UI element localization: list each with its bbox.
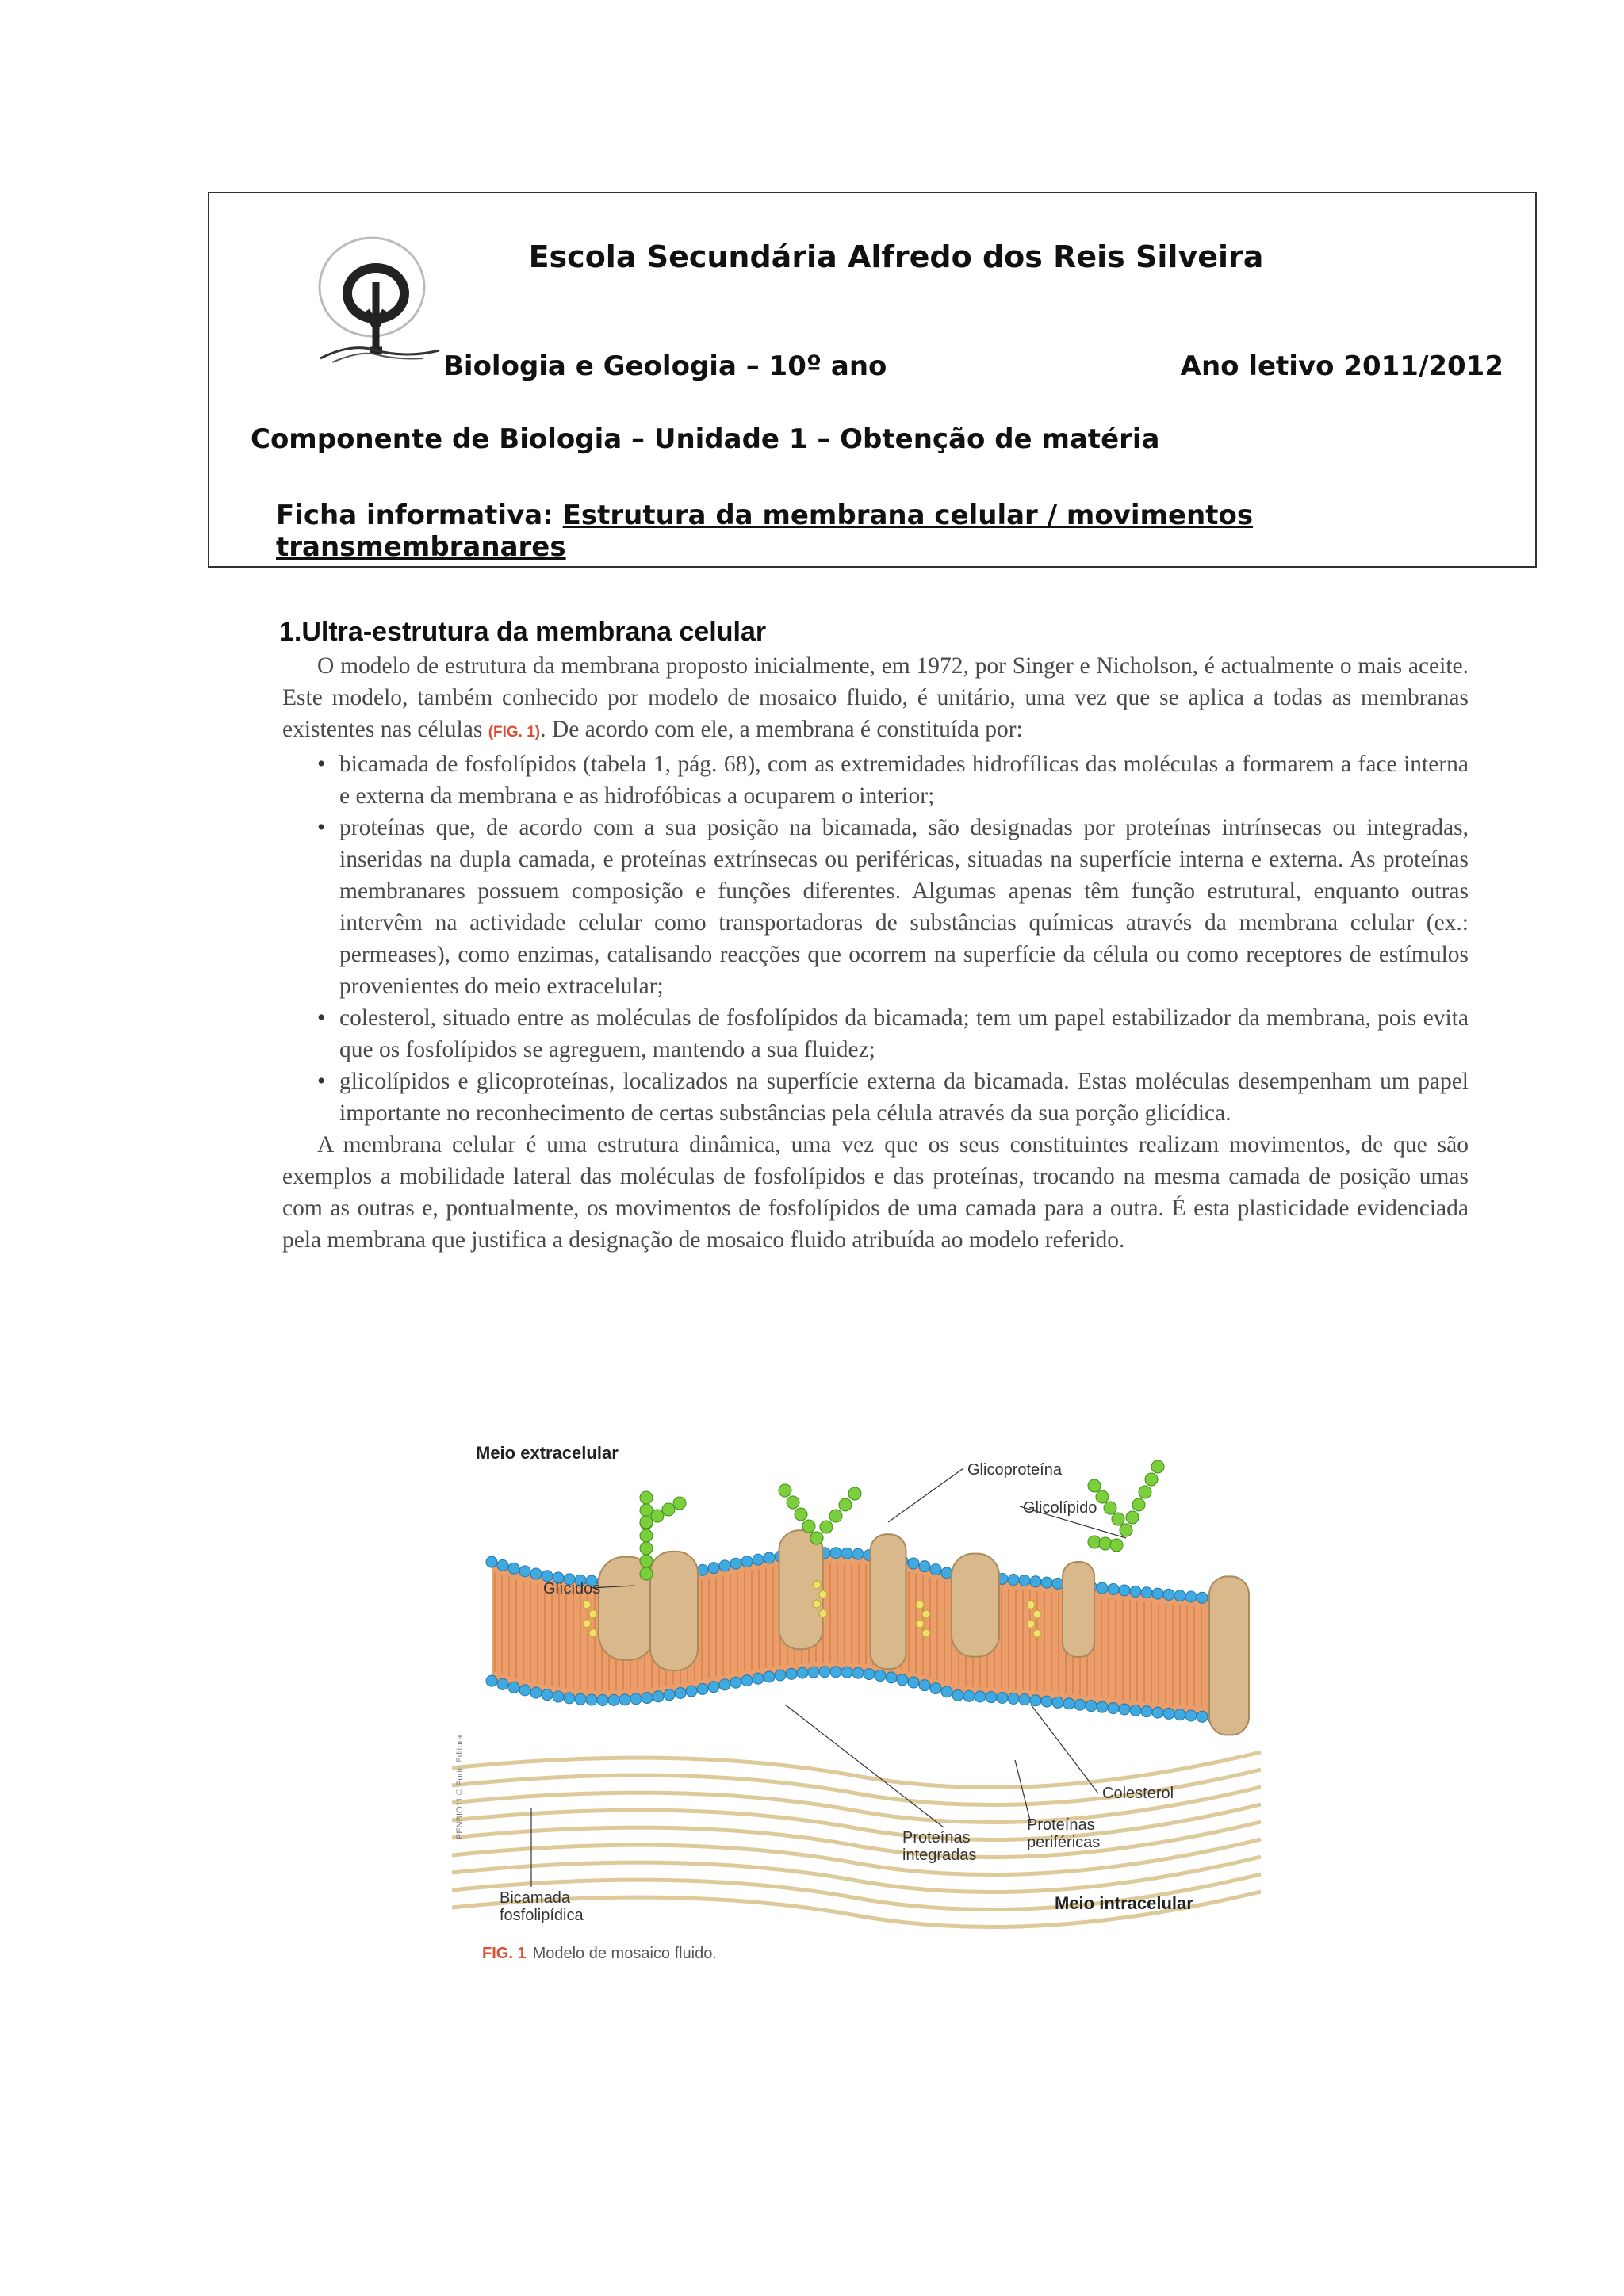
cholesterol-molecule <box>916 1601 924 1609</box>
label-integral-proteins-2: integradas <box>902 1846 977 1864</box>
head <box>730 1558 741 1569</box>
leader-line <box>785 1705 944 1827</box>
head <box>764 1671 775 1682</box>
protein <box>650 1552 698 1670</box>
head <box>697 1683 708 1694</box>
label-intracellular: Meio intracelular <box>1055 1893 1193 1913</box>
head <box>553 1691 564 1702</box>
head <box>719 1679 730 1690</box>
cholesterol-molecule <box>813 1600 821 1608</box>
head <box>941 1567 952 1578</box>
list-item: • bicamada de fosfolípidos (tabela 1, pág. 68), com as extremidades hidrofílicas das moléculas a formarem a face interna e externa da membrana e as hidrofóbicas a ocuparem o interior; <box>317 748 1469 812</box>
head <box>586 1694 597 1705</box>
head <box>764 1552 775 1563</box>
label-glycolipid: Glicolípido <box>1023 1499 1097 1517</box>
head <box>841 1667 852 1678</box>
head <box>875 1670 886 1682</box>
head <box>1152 1588 1163 1599</box>
label-peripheral-proteins-2: periféricas <box>1027 1834 1101 1851</box>
head <box>975 1691 986 1702</box>
cholesterol-molecule <box>922 1629 930 1637</box>
figure-caption <box>482 1945 717 1963</box>
head <box>564 1693 575 1704</box>
head <box>897 1674 908 1686</box>
cholesterol-molecule <box>1033 1629 1041 1637</box>
head <box>708 1563 719 1574</box>
caption-text: Modelo de mosaico fluido. <box>532 1945 717 1962</box>
sugar-unit <box>640 1567 653 1580</box>
sugar-unit <box>820 1521 833 1533</box>
head <box>1108 1584 1119 1595</box>
protein <box>952 1554 999 1657</box>
sugar-unit <box>673 1497 686 1510</box>
label-cholesterol: Colesterol <box>1102 1785 1174 1802</box>
head <box>1141 1587 1152 1598</box>
sugar-unit <box>1099 1537 1112 1550</box>
head <box>1019 1575 1030 1586</box>
list-item: • glicolípidos e glicoproteínas, localizados na superfície externa da bicamada. Estas moléculas desempenham um papel importante no reconhecimento de certas substâncias pela célula através da sua porção glicídica. <box>317 1066 1469 1129</box>
header-box <box>208 192 1537 568</box>
head <box>497 1678 508 1689</box>
head <box>597 1694 608 1705</box>
head <box>619 1694 630 1705</box>
sugar-unit <box>1096 1490 1109 1503</box>
section-title: 1.Ultra-estrutura da membrana celular <box>279 617 767 647</box>
school-year: Ano letivo 2011/2012 <box>1180 350 1503 382</box>
head <box>608 1694 619 1705</box>
head <box>642 1693 653 1704</box>
head <box>908 1558 919 1569</box>
figure-reference: (FIG. 1) <box>488 724 541 740</box>
head <box>1185 1710 1197 1721</box>
head <box>686 1686 697 1697</box>
head <box>741 1675 753 1686</box>
fluid-mosaic-diagram <box>444 1427 1269 1966</box>
sugar-unit <box>1110 1539 1123 1552</box>
head <box>519 1685 530 1696</box>
label-glycoprotein: Glicoproteína <box>967 1461 1062 1479</box>
head <box>1174 1590 1185 1601</box>
ficha-line <box>276 499 1535 563</box>
head <box>719 1560 730 1571</box>
head <box>1030 1695 1041 1706</box>
head <box>963 1690 975 1701</box>
head <box>786 1668 797 1679</box>
sugar-unit <box>640 1529 653 1542</box>
head <box>530 1687 542 1698</box>
label-bilayer-2: fosfolipídica <box>500 1907 584 1924</box>
head <box>775 1670 786 1681</box>
caption-fig-number: FIG. 1 <box>482 1945 527 1962</box>
head <box>630 1693 642 1705</box>
head <box>486 1556 497 1567</box>
sugar-unit <box>787 1496 799 1509</box>
protein <box>779 1530 823 1649</box>
head <box>1130 1705 1141 1716</box>
sugar-unit <box>848 1487 861 1500</box>
head <box>1130 1586 1141 1597</box>
sugar-unit <box>1151 1460 1164 1473</box>
head <box>864 1669 875 1680</box>
sugar-unit <box>1126 1511 1139 1524</box>
head <box>1019 1694 1030 1705</box>
list-item: • proteínas que, de acordo com a sua posição na bicamada, são designadas por proteínas intrínsecas ou integradas, inseridas na dupla camada, e proteínas extrínsecas ou periféricas, situadas na superfície interna e externa. As proteínas membranares possuem composição e funções diferentes. Algumas apenas têm função estrutural, enquanto outras intervêm na actividade celular como transportadoras de substâncias químicas através da membrana celular (ex.: permeases), como enzimas, catalisando reacções que ocorrem na superfície da célula ou como receptores de estímulos provenientes do meio extracelular; <box>317 812 1469 1002</box>
ficha-title: Estrutura da membrana celular / movimentos transmembranares <box>276 499 1254 563</box>
head <box>941 1686 952 1697</box>
closing-paragraph: A membrana celular é uma estrutura dinâmica, uma vez que os seus constituintes realizam movimentos, de que são exemplos a mobilidade lateral das moléculas de fosfolípidos e das proteínas, trocando na mesma camada de posição umas com as outras e, pontualmente, os movimentos de fosfolípidos de uma camada para a outra. É esta plasticidade evidenciada pela membrana que justifica a designação de mosaico fluido atribuída ao modelo referido. <box>282 1132 1469 1253</box>
cholesterol-molecule <box>916 1620 924 1628</box>
head <box>675 1687 686 1698</box>
head <box>930 1564 941 1575</box>
cholesterol-molecule <box>583 1601 591 1609</box>
sugar-unit <box>802 1520 815 1533</box>
sugar-unit <box>1145 1473 1158 1486</box>
sugar-unit <box>810 1532 823 1544</box>
sugar-unit <box>839 1498 852 1511</box>
head <box>508 1682 519 1693</box>
leader-line <box>1031 1705 1098 1793</box>
cholesterol-molecule <box>1027 1601 1035 1609</box>
head <box>575 1693 586 1705</box>
leader-line <box>888 1468 963 1522</box>
intro-text: O modelo de estrutura da membrana proposto inicialmente, em 1972, por Singer e Nicholson, é actualmente o mais aceite. Este modelo, também conhecido por modelo de mosaico fluido, é unitário, uma vez que se aplica a todas as membranas existentes nas células <box>282 653 1469 742</box>
cholesterol-molecule <box>589 1629 597 1637</box>
head <box>1119 1585 1130 1596</box>
head <box>708 1682 719 1693</box>
sugar-unit <box>640 1555 653 1567</box>
label-bilayer: Bicamada <box>500 1889 570 1907</box>
head <box>1163 1589 1174 1600</box>
head <box>1052 1697 1063 1708</box>
head <box>519 1566 530 1577</box>
intro-paragraph <box>282 650 1469 748</box>
head <box>1141 1706 1152 1717</box>
cholesterol-molecule <box>1033 1610 1041 1618</box>
head <box>753 1673 764 1684</box>
head <box>908 1677 919 1688</box>
head <box>653 1691 664 1702</box>
head <box>997 1693 1008 1704</box>
label-peripheral-proteins: Proteínas <box>1027 1816 1095 1834</box>
head <box>1086 1701 1097 1712</box>
head <box>1174 1709 1185 1720</box>
head <box>497 1559 508 1571</box>
body-text <box>282 650 1469 1256</box>
head <box>1008 1693 1019 1704</box>
sugar-unit <box>640 1542 653 1555</box>
label-integral-proteins: Proteínas <box>902 1829 971 1846</box>
head <box>919 1561 930 1572</box>
sugar-unit <box>651 1510 664 1522</box>
cholesterol-molecule <box>813 1581 821 1589</box>
head <box>986 1692 997 1703</box>
head <box>852 1667 864 1678</box>
head <box>830 1548 841 1559</box>
head <box>542 1689 553 1701</box>
sugar-unit <box>640 1491 653 1504</box>
head <box>1152 1707 1163 1718</box>
head <box>1063 1698 1074 1709</box>
head <box>1030 1576 1041 1587</box>
head <box>1097 1582 1108 1594</box>
sugar-unit <box>640 1504 653 1517</box>
head <box>1052 1578 1063 1589</box>
school-name: Escola Secundária Alfredo dos Reis Silveira <box>528 239 1264 274</box>
protein <box>871 1534 906 1669</box>
head <box>1119 1704 1130 1715</box>
head <box>1185 1591 1197 1602</box>
head <box>1108 1703 1119 1714</box>
head <box>1008 1574 1019 1585</box>
sugar-unit <box>1104 1502 1116 1514</box>
sugar-unit <box>1120 1524 1132 1536</box>
component-unit: Componente de Biologia – Unidade 1 – Obtenção de matéria <box>251 423 1160 455</box>
ficha-label: Ficha informativa: <box>276 499 553 531</box>
sugar-unit <box>640 1516 653 1529</box>
sugar-unit <box>779 1484 791 1497</box>
sugar-unit <box>795 1508 807 1521</box>
protein <box>1209 1576 1249 1735</box>
head <box>1097 1701 1108 1712</box>
cholesterol-molecule <box>589 1610 597 1618</box>
head <box>741 1556 753 1567</box>
intro-text-end: . De acordo com ele, a membrana é constituída por: <box>540 717 1023 742</box>
head <box>1197 1592 1208 1603</box>
head <box>952 1689 963 1701</box>
head <box>1163 1708 1174 1719</box>
sugar-unit <box>1132 1498 1145 1511</box>
head <box>1197 1711 1208 1722</box>
head <box>508 1563 519 1574</box>
subject-label: Biologia e Geologia – 10º ano <box>443 350 887 382</box>
head <box>697 1564 708 1575</box>
label-glucides: Glícidos <box>543 1580 601 1598</box>
head <box>930 1683 941 1694</box>
label-extracellular: Meio extracelular <box>476 1443 619 1463</box>
head <box>830 1667 841 1678</box>
head <box>1041 1696 1052 1707</box>
sugar-unit <box>1088 1479 1101 1492</box>
figure-credit: PENBIO11 © Porto Editora <box>455 1735 465 1839</box>
head <box>1041 1577 1052 1588</box>
list-item: • colesterol, situado entre as moléculas de fosfolípidos da bicamada; tem um papel estabilizador da membrana, pois evita que os fosfolípidos se agreguem, mantendo a sua fluidez; <box>317 1002 1469 1066</box>
head <box>1074 1699 1086 1710</box>
sugar-unit <box>662 1503 675 1516</box>
head <box>797 1667 808 1678</box>
sugar-unit <box>1139 1486 1151 1498</box>
membrane-figure <box>444 1427 1269 1966</box>
head <box>530 1568 542 1579</box>
component-list <box>282 748 1469 1129</box>
cholesterol-molecule <box>819 1609 827 1617</box>
head <box>919 1680 930 1691</box>
head <box>886 1672 897 1683</box>
head <box>486 1675 497 1686</box>
sugar-unit <box>1088 1536 1101 1548</box>
cholesterol-molecule <box>819 1590 827 1598</box>
head <box>852 1548 864 1559</box>
protein <box>1063 1562 1094 1657</box>
head <box>753 1554 764 1565</box>
leader-line <box>1015 1760 1031 1823</box>
head <box>808 1667 819 1678</box>
head <box>841 1548 852 1559</box>
cholesterol-molecule <box>922 1610 930 1618</box>
head <box>819 1667 830 1678</box>
cholesterol-molecule <box>583 1620 591 1628</box>
sugar-unit <box>1112 1513 1124 1525</box>
sugar-unit <box>829 1510 842 1522</box>
cholesterol-molecule <box>1027 1620 1035 1628</box>
filament <box>452 1752 1261 1788</box>
head <box>730 1677 741 1688</box>
head <box>664 1689 675 1701</box>
